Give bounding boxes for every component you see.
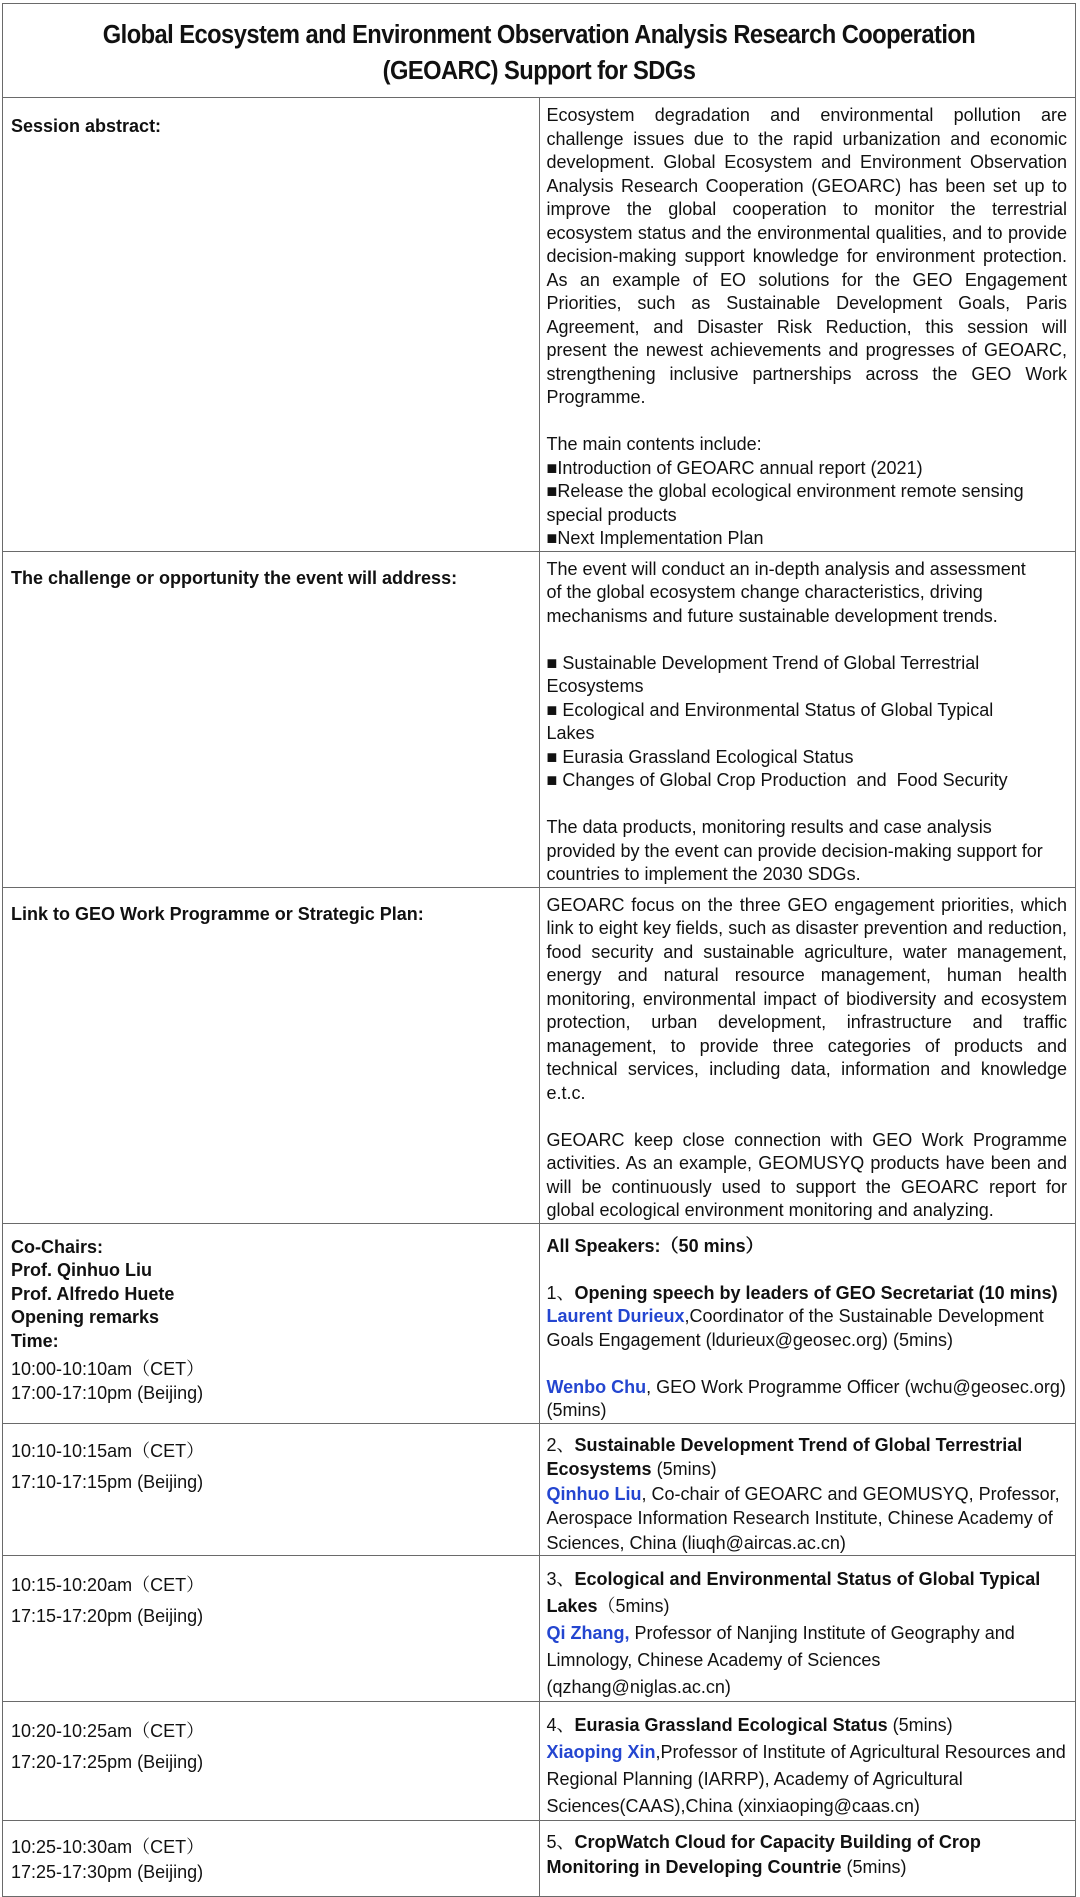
speaker-name: Qinhuo Liu: [546, 1483, 642, 1504]
challenge-outro: The data products, monitoring results and case analysis provided by the event can provide decision-making support for countries to implement the 2030 SDGs.: [546, 817, 1043, 884]
challenge-label: The challenge or opportunity the event will address:: [3, 551, 540, 887]
session-row: [3, 1423, 1076, 1556]
challenge-row: [3, 551, 1076, 887]
bullet-icon: ■: [546, 457, 558, 478]
challenge-intro: The event will conduct an in-depth analysis and assessment of the global ecosystem change characteristics, driving mechanisms and future sustainable development trends.: [546, 558, 1026, 626]
link-label: Link to GEO Work Programme or Strategic Plan:: [3, 887, 540, 1223]
list-item: ■Introduction of GEOARC annual report (2021): [546, 457, 923, 478]
speaker-entry: [547, 1376, 1068, 1423]
time-cet: 10:00-10:10am（CET）: [11, 1359, 205, 1379]
speaker-detail: ,Coordinator of the Sustainable Development Goals Engagement (ldurieux@geosec.org) (5mins): [546, 1306, 1044, 1350]
session-cell: [539, 1556, 1076, 1702]
speaker-detail: ,Professor of Institute of Agricultural Resources and Regional Planning (IARRP), Academy of Agricultural Sciences(CAAS),China (xinxiaoping@caas.cn): [546, 1742, 1066, 1816]
co-chair-name: Prof. Qinhuo Liu: [11, 1260, 152, 1280]
speaker-entry: [547, 1620, 1068, 1701]
speaker-name: Qi Zhang,: [546, 1623, 630, 1643]
session-row: [3, 1702, 1076, 1821]
session-row: [3, 1556, 1076, 1702]
session-title: 2、Sustainable Development Trend of Global Terrestrial Ecosystems (5mins): [546, 1434, 1023, 1479]
list-item: ■ Ecological and Environmental Status of Global Typical Lakes: [546, 699, 994, 743]
time-beijing: 17:15-17:20pm (Beijing): [11, 1606, 204, 1626]
time-slot: [3, 1702, 540, 1821]
time-label: Time:: [11, 1330, 59, 1351]
all-speakers-heading: All Speakers:（50 mins）: [546, 1235, 764, 1256]
list-item: ■Release the global ecological environment remote sensing special products: [546, 481, 1024, 525]
time-cet: 10:15-10:20am（CET）: [11, 1575, 205, 1595]
time-slot: [3, 1821, 540, 1897]
speaker-entry: [547, 1482, 1068, 1556]
title-row: [3, 4, 1076, 98]
bullet-icon: ■: [546, 652, 558, 673]
agenda-document: [2, 3, 1076, 1897]
time-beijing: 17:00-17:10pm (Beijing): [11, 1383, 204, 1403]
bullet-icon: ■: [546, 528, 558, 548]
abstract-label: Session abstract:: [3, 98, 540, 552]
bullet-icon: ■: [546, 699, 558, 720]
agenda-table: [2, 3, 1076, 1897]
title-line-2: (GEOARC) Support for SDGs: [382, 57, 696, 85]
session-row: [3, 1821, 1076, 1897]
session-cell: [539, 1702, 1076, 1821]
speaker-entry: [547, 1739, 1068, 1820]
bullet-icon: ■: [546, 481, 558, 501]
co-chair-name: Prof. Alfredo Huete: [11, 1283, 175, 1304]
title-cell: [3, 4, 1076, 98]
time-beijing: 17:10-17:15pm (Beijing): [11, 1471, 204, 1492]
speaker-detail: , Co-chair of GEOARC and GEOMUSYQ, Professor, Aerospace Information Research Institute, Chinese Academy of Sciences, China (liuqh@aircas.ac.cn): [546, 1483, 1060, 1553]
time-beijing: 17:25-17:30pm (Beijing): [11, 1862, 204, 1882]
list-item: ■ Eurasia Grassland Ecological Status: [546, 746, 854, 767]
list-item: ■ Changes of Global Crop Production and Food Security: [546, 770, 1008, 790]
time-cet: 10:25-10:30am（CET）: [11, 1837, 205, 1857]
bullet-icon: ■: [546, 770, 558, 790]
speaker-entry: [547, 1305, 1068, 1352]
abstract-paragraph: Ecosystem degradation and environmental pollution are challenge issues due to the rapid urbanization and economic development. Global Ecosystem and Environment Observation Analysis Research Cooperation (GEOARC) has been set up to improve the global cooperation to monitor the terrestrial ecosystem status and the environmental qualities, and to provide decision-making support knowledge for environment protection. As an example of EO solutions for the GEO Engagement Priorities, such as Sustainable Development Goals, Paris Agreement, and Disaster Risk Reduction, this session will present the newest achievements and progresses of GEOARC, strengthening inclusive partnerships across the GEO Work Programme.: [546, 105, 1067, 407]
time-cet: 10:10-10:15am（CET）: [11, 1440, 205, 1461]
speaker-name: Laurent Durieux: [546, 1306, 685, 1326]
abstract-content: [539, 98, 1076, 552]
speaker-name: Xiaoping Xin: [546, 1742, 656, 1762]
speaker-detail: , GEO Work Programme Officer (wchu@geosec.org) (5mins): [546, 1376, 1066, 1420]
chairs-cell: [3, 1223, 540, 1423]
time-beijing: 17:20-17:25pm (Beijing): [11, 1752, 204, 1772]
list-item: ■Next Implementation Plan: [546, 528, 764, 548]
opening-session-title: 1、Opening speech by leaders of GEO Secretariat (10 mins): [546, 1282, 1058, 1303]
list-item: ■ Sustainable Development Trend of Global Terrestrial Ecosystems: [546, 652, 980, 696]
bullet-icon: ■: [546, 746, 558, 767]
document-title: [41, 4, 1038, 89]
session-title: 3、Ecological and Environmental Status of Global Typical Lakes（5mins): [546, 1569, 1041, 1616]
session-title: 5、CropWatch Cloud for Capacity Building of Crop Monitoring in Developing Countrie (5mins): [546, 1832, 981, 1877]
time-cet: 10:20-10:25am（CET）: [11, 1721, 205, 1741]
chairs-row: [3, 1223, 1076, 1423]
session-cell: [539, 1423, 1076, 1556]
time-slot: [3, 1556, 540, 1702]
link-content: [539, 887, 1076, 1223]
contents-intro: The main contents include:: [546, 434, 762, 454]
abstract-row: [3, 98, 1076, 552]
session-cell: [539, 1821, 1076, 1897]
time-slot: [3, 1423, 540, 1556]
co-chairs-heading: Co-Chairs:: [11, 1236, 104, 1257]
speakers-cell: [539, 1223, 1076, 1423]
title-line-1: Global Ecosystem and Environment Observation Analysis Research Cooperation: [102, 21, 976, 49]
speaker-detail: Professor of Nanjing Institute of Geography and Limnology, Chinese Academy of Sciences (qzhang@niglas.ac.cn): [546, 1623, 1015, 1697]
challenge-content: [539, 551, 1076, 887]
session-title: 4、Eurasia Grassland Ecological Status (5mins): [546, 1715, 953, 1735]
link-paragraph-1: GEOARC focus on the three GEO engagement priorities, which link to eight key fields, such as disaster prevention and reduction, food security and sustainable agriculture, water management, energy and natural resource management, human health monitoring, environmental impact of biodiversity and ecosystem protection, urban development, infrastructure and traffic management, to provide three categories of products and technical services, including data, information and knowledge e.t.c.: [546, 894, 1067, 1103]
link-paragraph-2: GEOARC keep close connection with GEO Work Programme activities. As an example, GEOMUSYQ products have been and will be continuously used to support the GEOARC report for global ecological environment monitoring and analyzing.: [546, 1129, 1067, 1220]
speaker-name: Wenbo Chu: [546, 1376, 647, 1397]
opening-remarks-label: Opening remarks: [11, 1307, 160, 1327]
link-row: [3, 887, 1076, 1223]
